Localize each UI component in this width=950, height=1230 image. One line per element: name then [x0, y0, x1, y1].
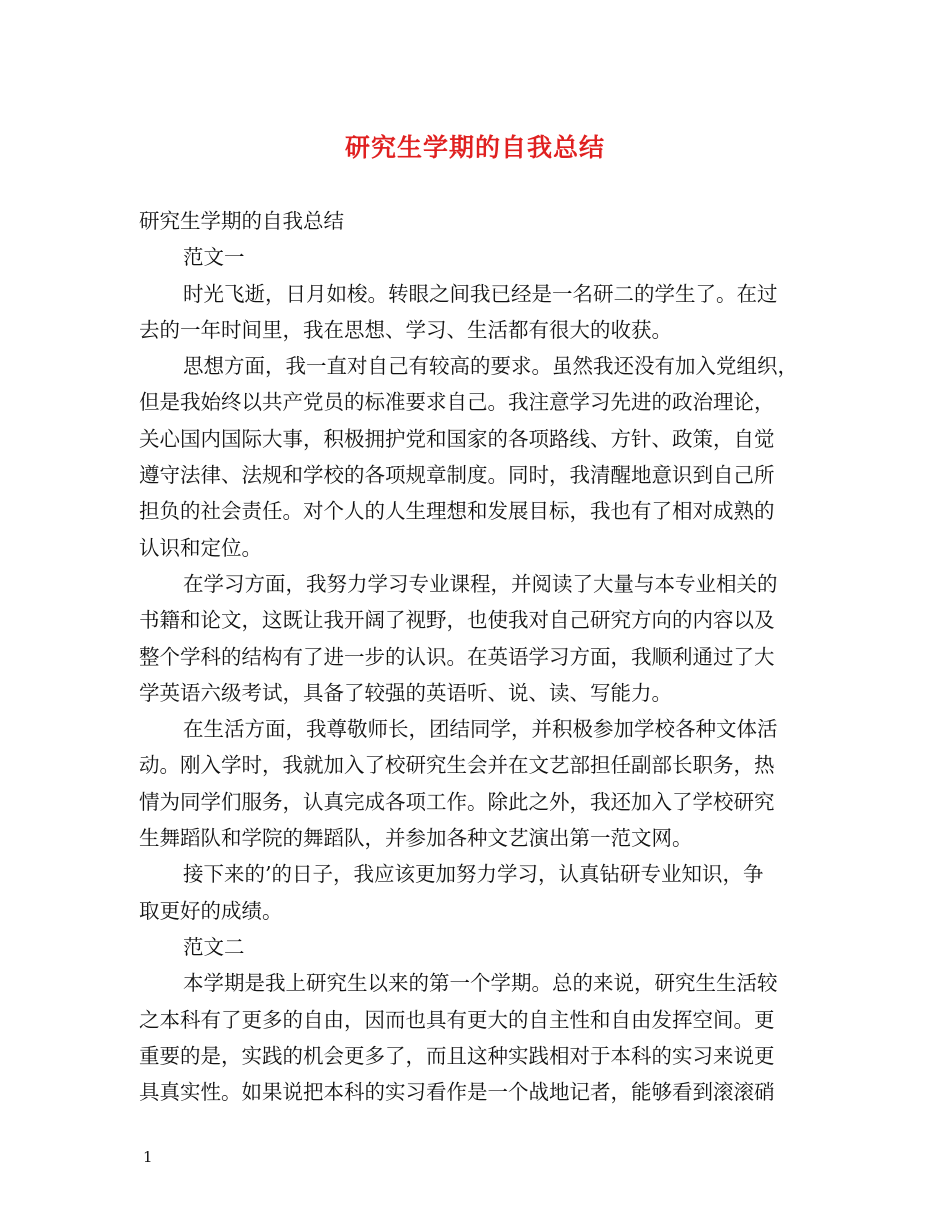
text-line: 取更好的成绩。 [139, 898, 283, 923]
text-line: 研究生学期的自我总结 [139, 209, 344, 233]
text-line: 书籍和论文，这既让我开阔了视野，也使我对自己研究方向的内容以及 [139, 608, 775, 633]
section-heading: 范文一 [183, 245, 245, 270]
text-line: 情为同学们服务，认真完成各项工作。除此之外，我还加入了学校研究 [139, 789, 775, 814]
text-line: 时光飞逝，日月如梭。转眼之间我已经是一名研二的学生了。在过 [183, 281, 778, 306]
text-line: 本学期是我上研究生以来的第一个学期。总的来说，研究生生活较 [183, 971, 778, 996]
section-heading: 范文二 [183, 934, 245, 959]
text-line: 学英语六级考试，具备了较强的英语听、说、读、写能力。 [139, 680, 672, 705]
text-line: 重要的是，实践的机会更多了，而且这种实践相对于本科的实习来说更 [139, 1043, 775, 1068]
text-line: 但是我始终以共产党员的标准要求自己。我注意学习先进的政治理论， [139, 390, 775, 415]
text-line: 之本科有了更多的自由，因而也具有更大的自主性和自由发挥空间。更 [139, 1007, 775, 1032]
text-line: 思想方面，我一直对自己有较高的要求。虽然我还没有加入党组织， [183, 354, 798, 379]
text-line: 整个学科的结构有了进一步的认识。在英语学习方面，我顺利通过了大 [139, 644, 775, 669]
text-line: 接下来的’的日子，我应该更加努力学习，认真钻研专业知识，争 [183, 862, 764, 887]
text-line: 具真实性。如果说把本科的实习看作是一个战地记者，能够看到滚滚硝 [139, 1080, 775, 1105]
document-body [139, 203, 819, 1110]
text-line: 遵守法律、法规和学校的各项规章制度。同时，我清醒地意识到自己所 [139, 463, 775, 488]
text-line: 关心国内国际大事，积极拥护党和国家的各项路线、方针、政策，自觉 [139, 426, 775, 451]
text-line: 认识和定位。 [139, 535, 262, 560]
text-line: 担负的社会责任。对个人的人生理想和发展目标，我也有了相对成熟的 [139, 499, 775, 524]
page-number: 1 [143, 1148, 153, 1166]
text-line: 生舞蹈队和学院的舞蹈队，并参加各种文艺演出第一范文网。 [139, 826, 693, 851]
text-line: 在学习方面，我努力学习专业课程，并阅读了大量与本专业相关的 [183, 571, 778, 596]
text-line: 去的一年时间里，我在思想、学习、生活都有很大的收获。 [139, 317, 672, 342]
document-title: 研究生学期的自我总结 [344, 133, 605, 162]
text-line: 在生活方面，我尊敬师长，团结同学，并积极参加学校各种文体活 [183, 717, 778, 742]
text-line: 动。刚入学时，我就加入了校研究生会并在文艺部担任副部长职务，热 [139, 753, 775, 778]
